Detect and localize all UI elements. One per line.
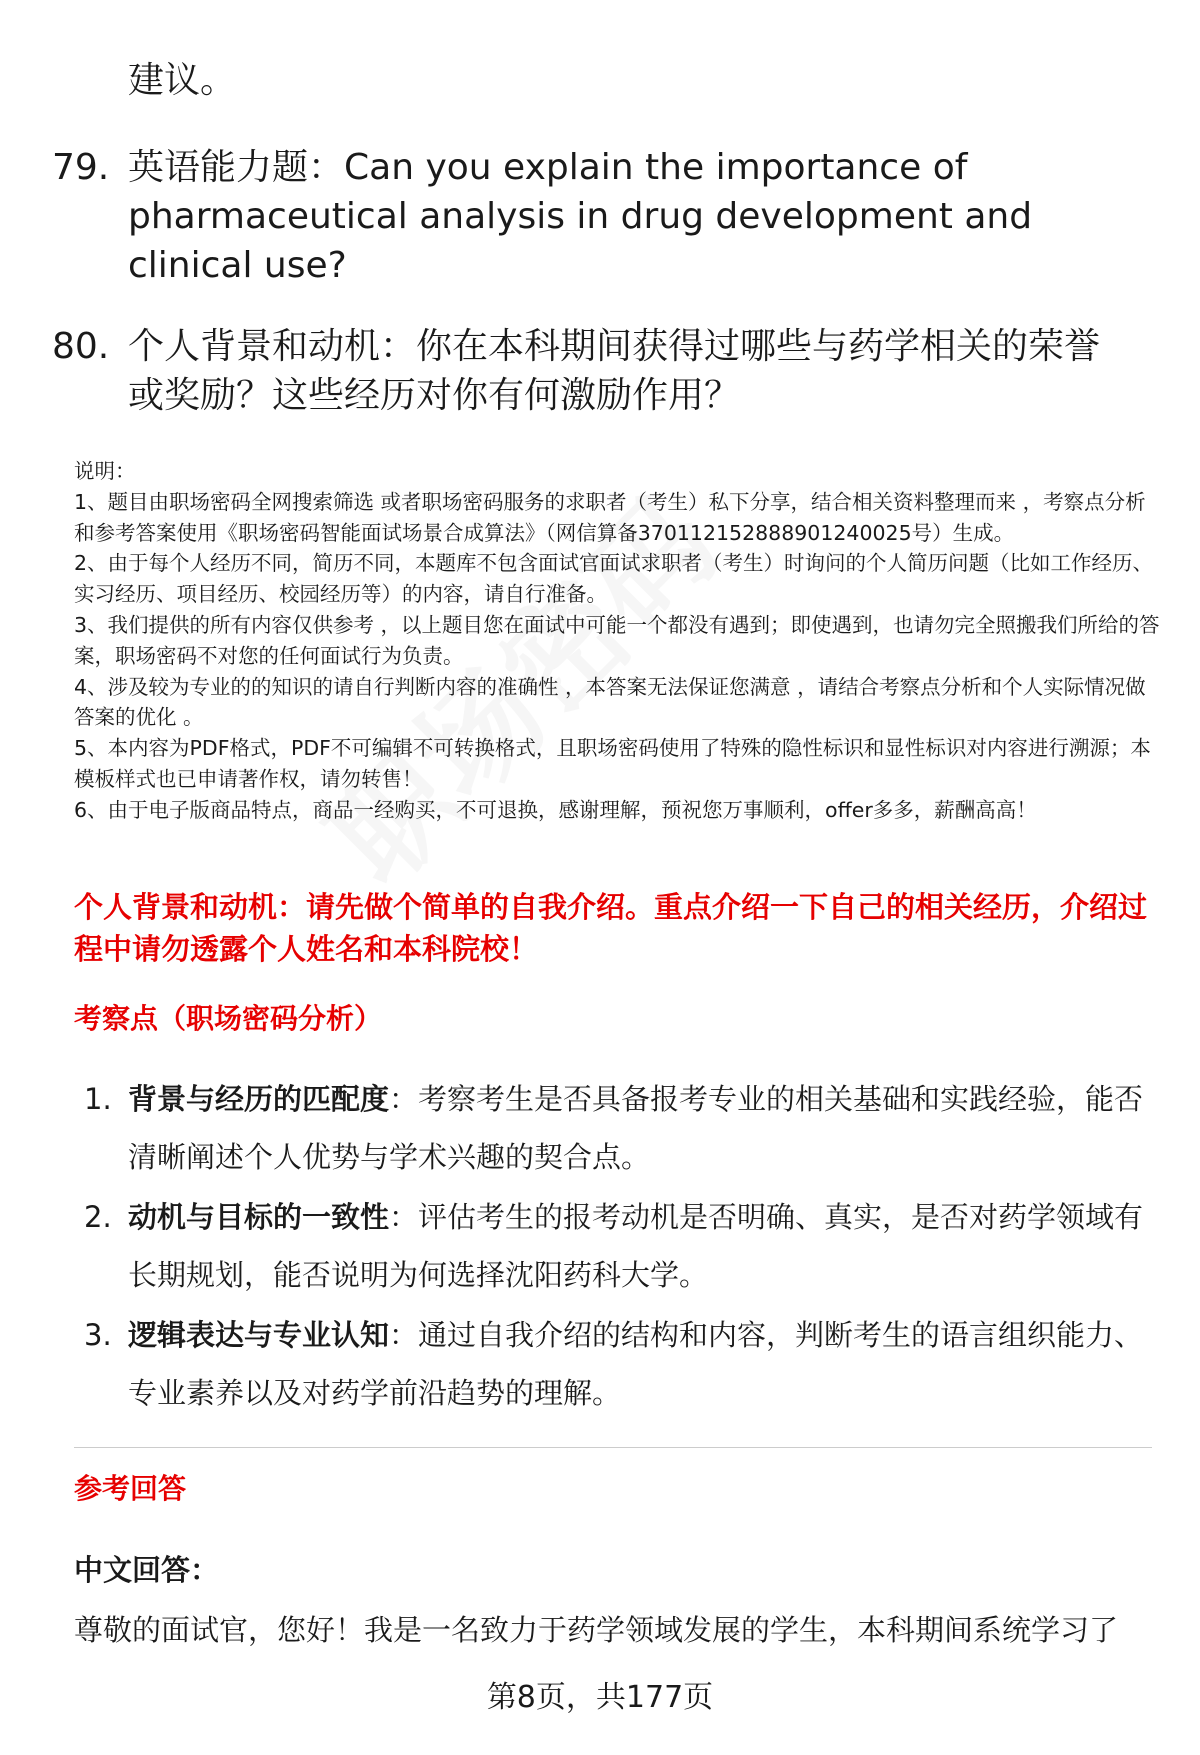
continuation-text: 建议。 [128,60,237,101]
point-number: 1. [84,1082,112,1116]
assessment-point [84,1188,1154,1304]
question-text: 英语能力题：Can you explain the importance of pharmaceutical analysis in drug development and clinical use? [128,147,1033,286]
notes-heading: 说明： [74,459,136,483]
question-number: 79. [52,147,110,188]
note-item: 1、题目由职场密码全网搜索筛选 或者职场密码服务的求职者（考生）私下分享，结合相关资料整理而来 ，考察点分析和参考答案使用《职场密码智能面试场景合成算法》（网信算备370112152888901240025号）生成。 [74,489,1146,545]
assessment-point [84,1070,1154,1186]
point-number: 2. [84,1200,112,1234]
note-item: 2、由于每个人经历不同，简历不同，本题库不包含面试官面试求职者（考生）时询问的个人简历问题（比如工作经历、实习经历、项目经历、校园经历等）的内容，请自行准备。 [74,551,1154,607]
point-text: ：考察考生是否具备报考专业的相关基础和实践经验，能否清晰阐述个人优势与学术兴趣的契合点。 [128,1082,1144,1174]
answer-text: 尊敬的面试官，您好！我是一名致力于药学领域发展的学生，本科期间系统学习了 [74,1613,1119,1647]
point-body [128,1070,1148,1186]
point-keyword: 背景与经历的匹配度 [128,1082,390,1116]
point-text: ：通过自我介绍的结构和内容，判断考生的语言组织能力、专业素养以及对药学前沿趋势的理解。 [128,1318,1144,1410]
point-body [128,1188,1148,1304]
note-item: 3、我们提供的所有内容仅供参考 ，以上题目您在面试中可能一个都没有遇到；即使遇到，也请勿完全照搬我们所给的答案，职场密码不对您的任何面试行为负责。 [74,612,1160,668]
point-body [128,1306,1148,1422]
assessment-points [84,1070,1154,1424]
question-text: 个人背景和动机：你在本科期间获得过哪些与药学相关的荣誉或奖励？这些经历对你有何激励作用？ [128,326,1101,416]
featured-question: 个人背景和动机：请先做个简单的自我介绍。重点介绍一下自己的相关经历，介绍过程中请勿透露个人姓名和本科院校！ [74,890,1148,966]
point-keyword: 逻辑表达与专业认知 [128,1318,390,1352]
notes-section [74,456,1164,826]
question-item [52,322,1152,420]
question-number: 80. [52,326,110,367]
question-item [52,143,1152,290]
note-item: 5、本内容为PDF格式，PDF不可编辑不可转换格式，且职场密码使用了特殊的隐性标识和显性标识对内容进行溯源；本模板样式也已申请著作权，请勿转售！ [74,736,1151,791]
section-divider [74,1447,1152,1448]
reference-title: 参考回答 [74,1472,187,1505]
point-keyword: 动机与目标的一致性 [128,1200,390,1234]
point-number: 3. [84,1318,112,1352]
point-text: ：评估考生的报考动机是否明确、真实，是否对药学领域有长期规划，能否说明为何选择沈阳药科大学。 [128,1200,1144,1292]
assessment-point [84,1306,1154,1422]
page-number: 第8页，共177页 [486,1680,714,1715]
chinese-answer-label: 中文回答： [74,1553,220,1587]
note-item: 6、由于电子版商品特点，商品一经购买，不可退换，感谢理解，预祝您万事顺利，offer多多，薪酬高高！ [74,797,1037,822]
note-item: 4、涉及较为专业的的知识的请自行判断内容的准确性 ，本答案无法保证您满意 ，请结合考察点分析和个人实际情况做答案的优化 。 [74,674,1146,730]
assessment-title: 考察点（职场密码分析） [74,1002,383,1035]
